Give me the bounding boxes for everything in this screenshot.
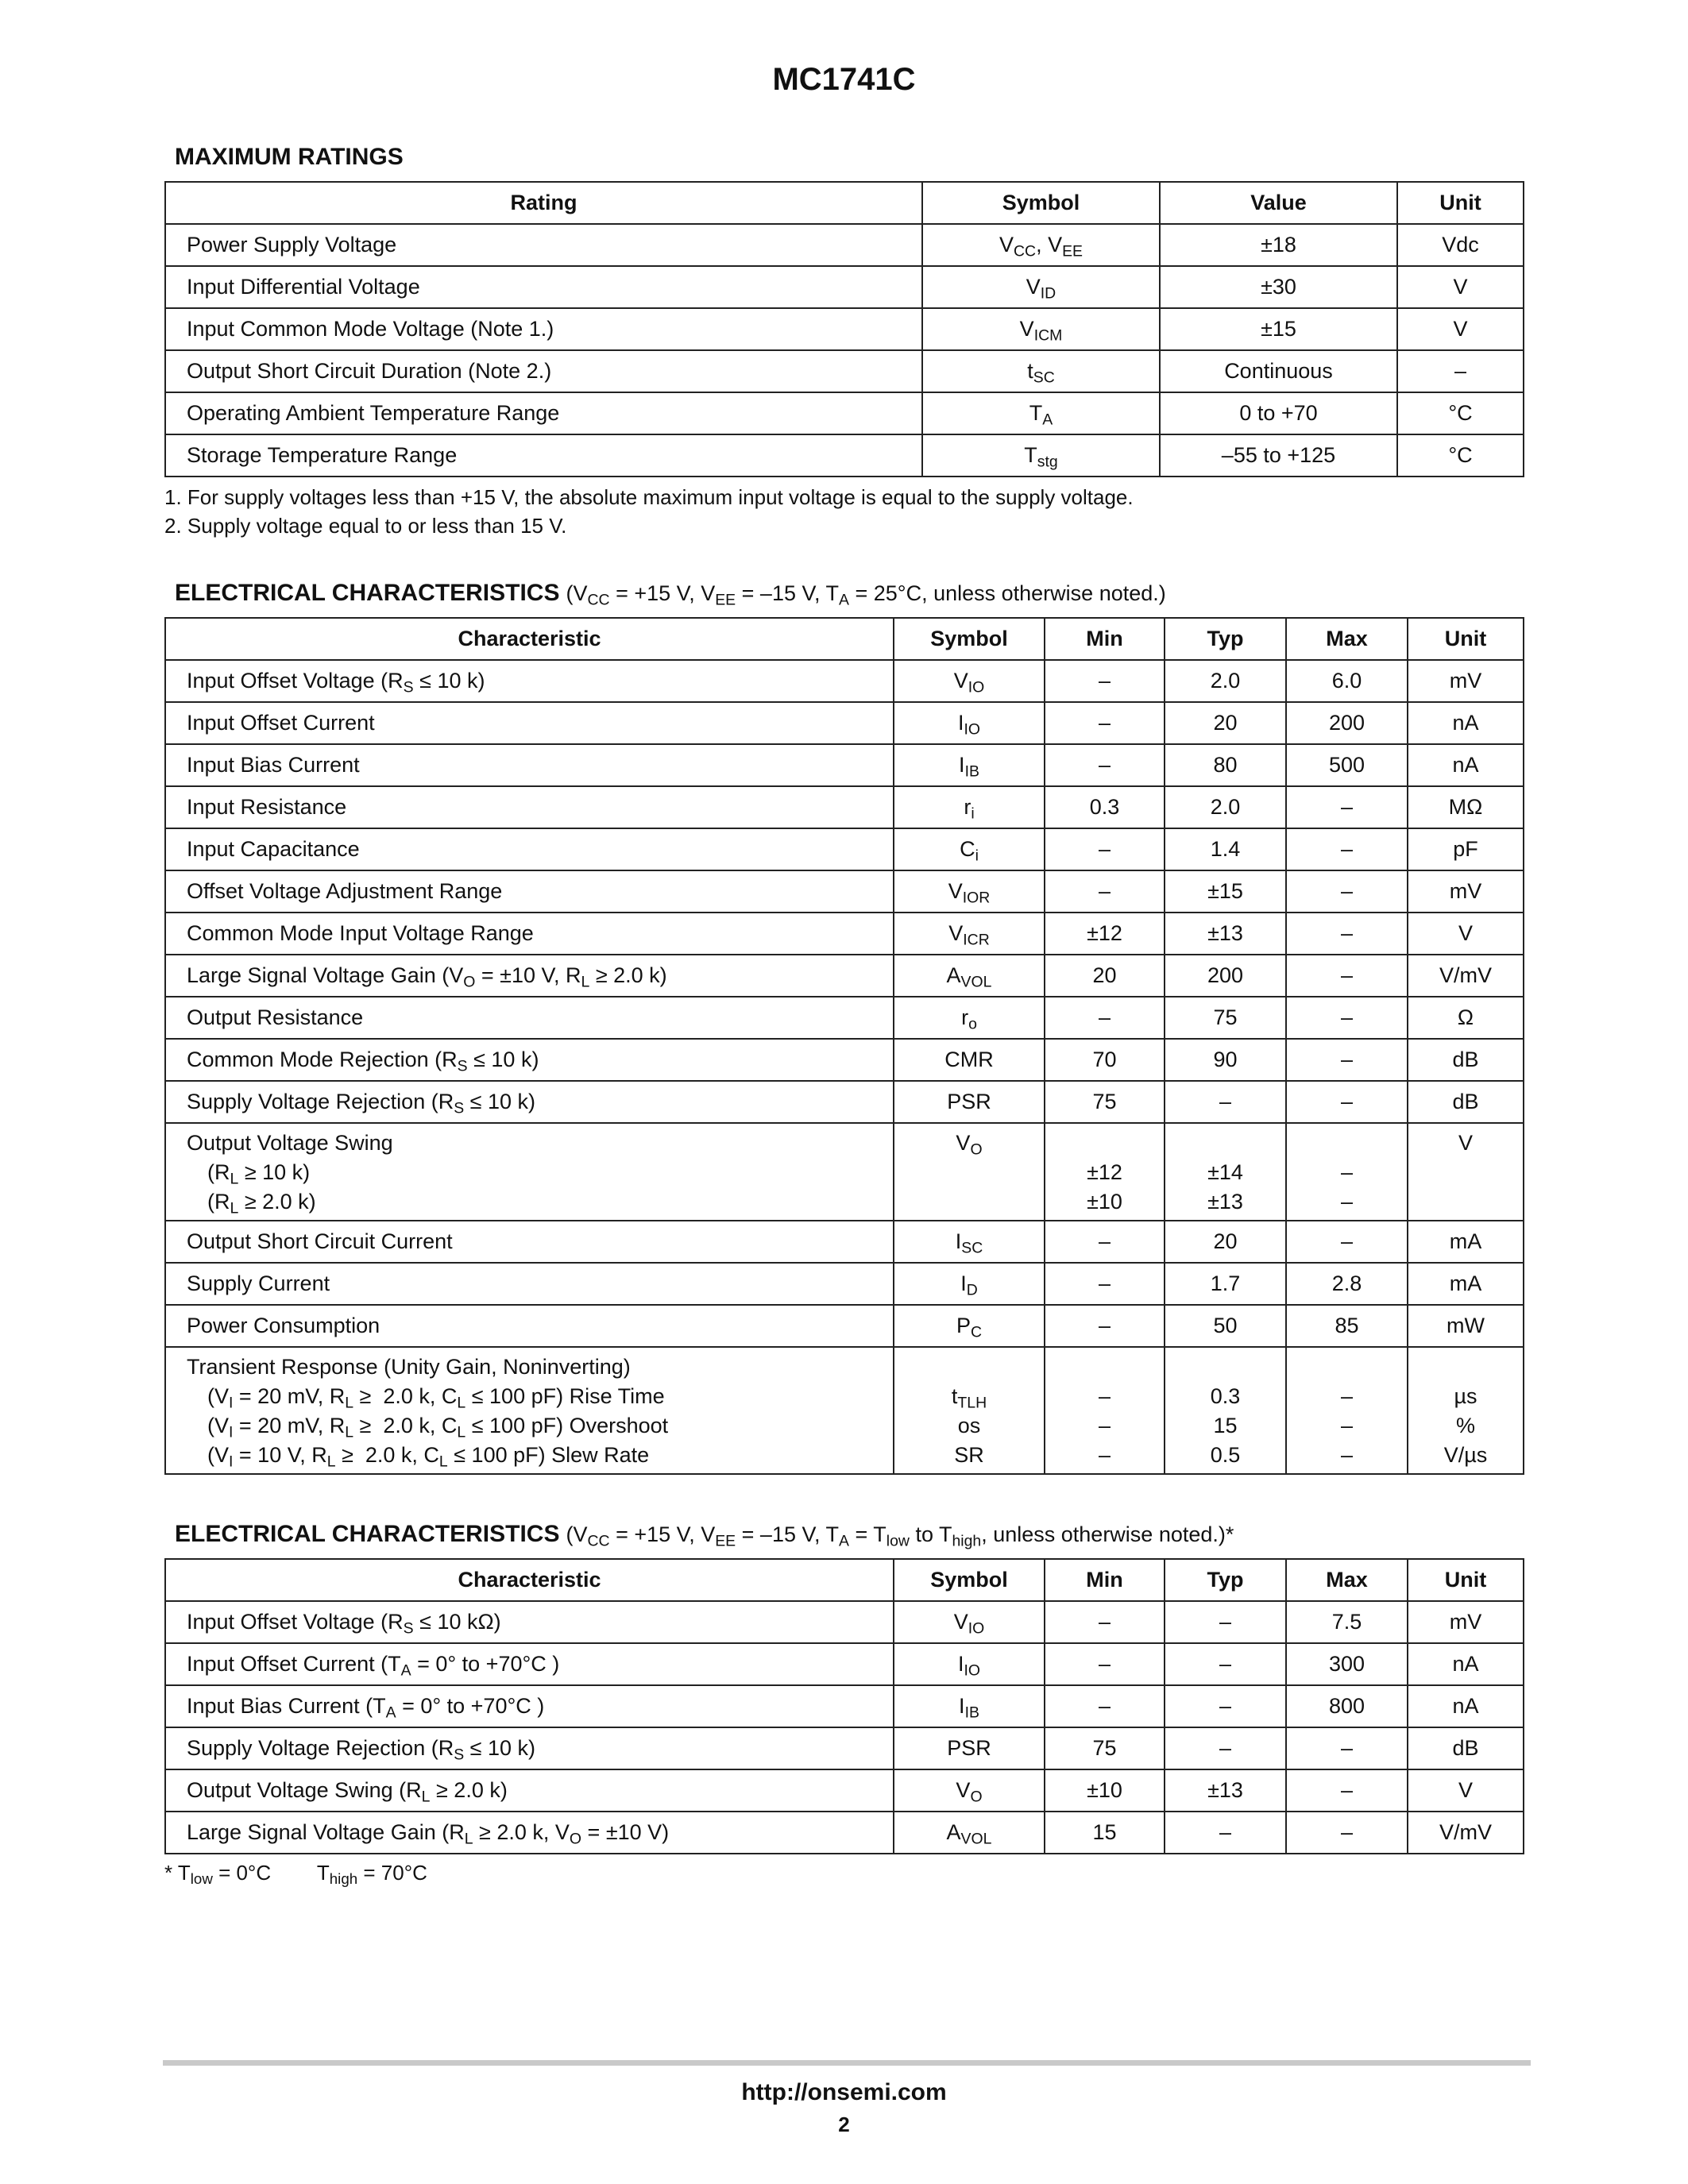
header-characteristic: Characteristic [165,618,894,660]
transient-unit-1: µs [1454,1384,1477,1408]
unit-cell: mV [1408,660,1524,702]
symbol-cell: $I_D$ [894,1263,1045,1305]
max-cell: – [1286,1039,1408,1081]
min-cell: 15 [1045,1812,1165,1854]
unit-cell: mV [1408,1601,1524,1643]
table-row [165,224,1524,266]
header-symbol: Symbol [894,1559,1045,1601]
typ-cell: 20 [1165,1221,1286,1263]
rating-cell: Input Common Mode Voltage (Note 1.) [165,308,922,350]
typ-cell: 75 [1165,997,1286,1039]
swing-min-2: ±10 [1087,1190,1122,1214]
min-cell: – [1045,1305,1165,1347]
page-number: 2 [838,2113,850,2136]
characteristic-cell: Common Mode Input Voltage Range [165,913,894,955]
typ-cell: 80 [1165,744,1286,786]
transient-typ-1: 0.3 [1210,1384,1241,1408]
symbol-cell: $r_o$ [894,997,1045,1039]
footer-url[interactable]: http://onsemi.com [741,2079,947,2105]
table-row [165,702,1524,744]
unit-cell: V [1397,308,1524,350]
typ-cell: 1.4 [1165,828,1286,870]
table-row [165,1812,1524,1854]
max-cell: 200 [1286,702,1408,744]
symbol-cell: $V_{ICM}$ [922,308,1160,350]
min-cell: 70 [1045,1039,1165,1081]
unit-cell: Ω [1408,997,1524,1039]
elec-25-table [164,617,1524,1475]
characteristic-cell: Common Mode Rejection ($R_S \le 10$ k) [165,1039,894,1081]
characteristic-cell [165,1123,894,1221]
symbol-cell: $V_{IO}$ [894,1601,1045,1643]
table-row [165,1221,1524,1263]
characteristic-cell: Supply Voltage Rejection ($R_S \le 10$ k) [165,1727,894,1769]
symbol-cell: $P_C$ [894,1305,1045,1347]
symbol-cell: CMR [894,1039,1045,1081]
unit-cell: dB [1408,1039,1524,1081]
min-cell: 0.3 [1045,786,1165,828]
header-max: Max [1286,1559,1408,1601]
unit-cell: pF [1408,828,1524,870]
symbol-cell: $I_{IB}$ [894,744,1045,786]
unit-cell: MΩ [1408,786,1524,828]
max-cell: – [1286,955,1408,997]
symbol-cell: $V_{IO}$ [894,660,1045,702]
footnote-text: * $T_{low} = 0^\circ C$ $T_{high} = 70^\circ C$ [164,1861,427,1888]
min-cell: ±12 [1045,913,1165,955]
min-cell: – [1045,1221,1165,1263]
symbol-cell: $V_{ICR}$ [894,913,1045,955]
typ-cell: – [1165,1081,1286,1123]
footer-divider [163,2060,1531,2066]
symbol-cell: $I_{IB}$ [894,1685,1045,1727]
elec-25-heading-text: ELECTRICAL CHARACTERISTICS [175,580,560,606]
header-rating: Rating [165,182,922,224]
unit-cell: V [1397,266,1524,308]
characteristic-cell: Input Offset Current ($T_A = 0^\circ$ to +70°C ) [165,1643,894,1685]
table-row [165,350,1524,392]
range-footnote [164,1858,427,1887]
min-cell: 75 [1045,1727,1165,1769]
characteristic-cell: Output Voltage Swing ($R_L \ge 2.0$ k) [165,1769,894,1812]
characteristic-cell: Input Capacitance [165,828,894,870]
unit-cell: nA [1408,744,1524,786]
table-row [165,1039,1524,1081]
header-unit: Unit [1397,182,1524,224]
characteristic-cell: Power Consumption [165,1305,894,1347]
max-cell: – [1286,997,1408,1039]
table-row [165,1727,1524,1769]
max-cell: – [1286,913,1408,955]
typ-cell: ±15 [1165,870,1286,913]
transient-max-3: – [1340,1443,1354,1467]
value-cell: ±15 [1160,308,1397,350]
typ-cell: 200 [1165,955,1286,997]
unit-cell: nA [1408,1643,1524,1685]
rating-cell: Output Short Circuit Duration (Note 2.) [165,350,922,392]
unit-cell: V/mV [1408,955,1524,997]
value-cell: 0 to +70 [1160,392,1397,434]
max-cell: 6.0 [1286,660,1408,702]
max-cell: – [1286,1812,1408,1854]
transient-label: Transient Response (Unity Gain, Noninverting) [187,1355,631,1379]
symbol-cell: PSR [894,1081,1045,1123]
min-cell [1045,1123,1165,1221]
page-title: MC1741C [772,62,916,97]
value-cell: Continuous [1160,350,1397,392]
max-ratings-notes [164,483,1134,540]
rating-cell: Input Differential Voltage [165,266,922,308]
transient-sub-1: ($V_I = 20$ mV, $R_L \ge 2.0$ k, $C_L \le 100$ pF) Rise Time [207,1384,665,1412]
header-typ: Typ [1165,1559,1286,1601]
typ-cell: 2.0 [1165,660,1286,702]
transient-max-1: – [1340,1384,1354,1408]
characteristic-cell: Offset Voltage Adjustment Range [165,870,894,913]
transient-sym-3: SR [954,1443,984,1467]
max-cell [1286,1347,1408,1474]
swing-typ-1: ±14 [1207,1160,1243,1184]
typ-cell: ±13 [1165,913,1286,955]
symbol-cell: $V_O$ [894,1123,1045,1221]
table-header-row [165,618,1524,660]
max-cell [1286,1123,1408,1221]
header-symbol: Symbol [894,618,1045,660]
swing-max-2: – [1340,1190,1354,1214]
unit-cell: mA [1408,1263,1524,1305]
swing-typ-2: ±13 [1207,1190,1243,1214]
table-row [165,870,1524,913]
elec-25-heading [175,580,1166,607]
swing-label: Output Voltage Swing [187,1131,393,1155]
symbol-cell: $C_i$ [894,828,1045,870]
table-row [165,786,1524,828]
unit-cell: °C [1397,434,1524,477]
characteristic-cell [165,1347,894,1474]
transient-sub-2: ($V_I = 20$ mV, $R_L \ge 2.0$ k, $C_L \le 100$ pF) Overshoot [207,1414,669,1441]
value-cell: ±30 [1160,266,1397,308]
transient-typ-3: 0.5 [1210,1443,1241,1467]
symbol-cell: $I_{IO}$ [894,702,1045,744]
symbol-cell: $V_{CC}$, $V_{EE}$ [922,224,1160,266]
header-unit: Unit [1408,1559,1524,1601]
characteristic-cell: Input Resistance [165,786,894,828]
swing-unit: V [1458,1131,1473,1155]
elec-25-conditions: ($V_{CC} = +15$ V, $V_{EE} = -15$ V, $T_A = 25^\circ C$, unless otherwise noted.) [566,581,1166,609]
table-row [165,266,1524,308]
header-characteristic: Characteristic [165,1559,894,1601]
symbol-cell [894,1347,1045,1474]
characteristic-cell: Input Bias Current ($T_A = 0^\circ$ to +70°C ) [165,1685,894,1727]
table-row [165,744,1524,786]
table-row [165,660,1524,702]
table-row [165,1347,1524,1474]
transient-min-2: – [1098,1414,1111,1437]
unit-cell: °C [1397,392,1524,434]
unit-cell [1408,1123,1524,1221]
max-cell: 85 [1286,1305,1408,1347]
characteristic-cell: Input Offset Voltage ($R_S \le 10$ k) [165,660,894,702]
unit-cell: V/mV [1408,1812,1524,1854]
min-cell: – [1045,870,1165,913]
transient-unit-2: % [1455,1414,1475,1437]
header-min: Min [1045,1559,1165,1601]
table-row [165,1123,1524,1221]
header-min: Min [1045,618,1165,660]
min-cell: – [1045,660,1165,702]
table-row [165,1081,1524,1123]
min-cell: – [1045,702,1165,744]
transient-unit-3: V/µs [1443,1443,1488,1467]
table-row [165,955,1524,997]
symbol-cell: $V_{ID}$ [922,266,1160,308]
header-typ: Typ [1165,618,1286,660]
min-cell: – [1045,1263,1165,1305]
transient-sym-1: $t_{TLH}$ [951,1384,987,1412]
value-cell: ±18 [1160,224,1397,266]
unit-cell: dB [1408,1081,1524,1123]
typ-cell: ±13 [1165,1769,1286,1812]
typ-cell: – [1165,1601,1286,1643]
swing-sub-2: ($R_L \ge 2.0$ k) [207,1190,316,1217]
typ-cell: 1.7 [1165,1263,1286,1305]
min-cell: – [1045,1643,1165,1685]
characteristic-cell: Supply Current [165,1263,894,1305]
max-cell: 300 [1286,1643,1408,1685]
symbol-cell: $A_{VOL}$ [894,955,1045,997]
table-row [165,308,1524,350]
table-row [165,1769,1524,1812]
characteristic-cell: Input Bias Current [165,744,894,786]
rating-cell: Operating Ambient Temperature Range [165,392,922,434]
symbol-cell: $T_A$ [922,392,1160,434]
symbol-cell: $A_{VOL}$ [894,1812,1045,1854]
characteristic-cell: Output Short Circuit Current [165,1221,894,1263]
rating-cell: Power Supply Voltage [165,224,922,266]
min-cell: 75 [1045,1081,1165,1123]
elec-range-table [164,1558,1524,1854]
elec-range-heading [175,1521,1234,1548]
max-ratings-table [164,181,1524,477]
characteristic-cell: Input Offset Current [165,702,894,744]
header-unit: Unit [1408,618,1524,660]
unit-cell: nA [1408,1685,1524,1727]
elec-range-heading-text: ELECTRICAL CHARACTERISTICS [175,1521,560,1547]
max-cell: 7.5 [1286,1601,1408,1643]
unit-cell: nA [1408,702,1524,744]
unit-cell: mV [1408,870,1524,913]
note-2: 2. Supply voltage equal to or less than 15 V. [164,514,567,538]
unit-cell [1408,1347,1524,1474]
symbol-cell: $I_{IO}$ [894,1643,1045,1685]
max-cell: – [1286,1727,1408,1769]
min-cell: 20 [1045,955,1165,997]
characteristic-cell: Large Signal Voltage Gain ($R_L \ge 2.0$ k, $V_O = \pm 10$ V) [165,1812,894,1854]
table-row [165,1685,1524,1727]
transient-typ-2: 15 [1213,1414,1238,1437]
table-row [165,1305,1524,1347]
typ-cell: 20 [1165,702,1286,744]
header-symbol: Symbol [922,182,1160,224]
unit-cell: Vdc [1397,224,1524,266]
note-1: 1. For supply voltages less than +15 V, the absolute maximum input voltage is equal to the supply voltage. [164,485,1134,509]
symbol-cell: PSR [894,1727,1045,1769]
max-cell: – [1286,870,1408,913]
elec-range-conditions: ($V_{CC} = +15$ V, $V_{EE} = -15$ V, $T_A = T_{low}$ to $T_{high}$, unless otherwise noted.)* [566,1522,1234,1550]
typ-cell: 90 [1165,1039,1286,1081]
table-row [165,392,1524,434]
min-cell: – [1045,828,1165,870]
value-cell: –55 to +125 [1160,434,1397,477]
table-row [165,434,1524,477]
transient-sub-3: ($V_I = 10$ V, $R_L \ge 2.0$ k, $C_L \le 100$ pF) Slew Rate [207,1443,650,1471]
min-cell [1045,1347,1165,1474]
unit-cell: mW [1408,1305,1524,1347]
typ-cell: – [1165,1685,1286,1727]
transient-max-2: – [1340,1414,1354,1437]
characteristic-cell: Supply Voltage Rejection ($R_S \le 10$ k) [165,1081,894,1123]
swing-min-1: ±12 [1087,1160,1122,1184]
swing-sub-1: ($R_L \ge 10$ k) [207,1160,311,1188]
max-cell: – [1286,786,1408,828]
transient-min-3: – [1098,1443,1111,1467]
header-max: Max [1286,618,1408,660]
symbol-cell: $V_{IOR}$ [894,870,1045,913]
unit-cell: V [1408,913,1524,955]
min-cell: – [1045,744,1165,786]
typ-cell: – [1165,1727,1286,1769]
table-row [165,828,1524,870]
max-cell: – [1286,1081,1408,1123]
characteristic-cell: Input Offset Voltage ($R_S \le 10$ kΩ) [165,1601,894,1643]
max-cell: 2.8 [1286,1263,1408,1305]
characteristic-cell: Output Resistance [165,997,894,1039]
min-cell: – [1045,1685,1165,1727]
table-row [165,913,1524,955]
max-cell: 800 [1286,1685,1408,1727]
transient-sym-2: os [957,1414,981,1437]
max-ratings-heading [175,144,404,171]
table-header-row [165,182,1524,224]
symbol-cell: $I_{SC}$ [894,1221,1045,1263]
unit-cell: V [1408,1769,1524,1812]
symbol-cell: $T_{stg}$ [922,434,1160,477]
unit-cell: dB [1408,1727,1524,1769]
table-row [165,1643,1524,1685]
unit-cell: – [1397,350,1524,392]
typ-cell: – [1165,1812,1286,1854]
table-row [165,997,1524,1039]
typ-cell: 50 [1165,1305,1286,1347]
typ-cell: – [1165,1643,1286,1685]
table-row [165,1263,1524,1305]
swing-max-1: – [1340,1160,1354,1184]
symbol-cell: $t_{SC}$ [922,350,1160,392]
max-ratings-heading-text: MAXIMUM RATINGS [175,144,404,170]
transient-min-1: – [1098,1384,1111,1408]
min-cell: ±10 [1045,1769,1165,1812]
table-row [165,1601,1524,1643]
typ-cell: 2.0 [1165,786,1286,828]
unit-cell: mA [1408,1221,1524,1263]
symbol-cell: $V_O$ [894,1769,1045,1812]
max-cell: – [1286,1769,1408,1812]
typ-cell [1165,1347,1286,1474]
min-cell: – [1045,1601,1165,1643]
max-cell: – [1286,828,1408,870]
characteristic-cell: Large Signal Voltage Gain ($V_O = \pm 10$ V, $R_L \ge 2.0$ k) [165,955,894,997]
table-header-row [165,1559,1524,1601]
max-cell: – [1286,1221,1408,1263]
rating-cell: Storage Temperature Range [165,434,922,477]
max-cell: 500 [1286,744,1408,786]
symbol-cell: $r_i$ [894,786,1045,828]
min-cell: – [1045,997,1165,1039]
typ-cell [1165,1123,1286,1221]
header-value: Value [1160,182,1397,224]
